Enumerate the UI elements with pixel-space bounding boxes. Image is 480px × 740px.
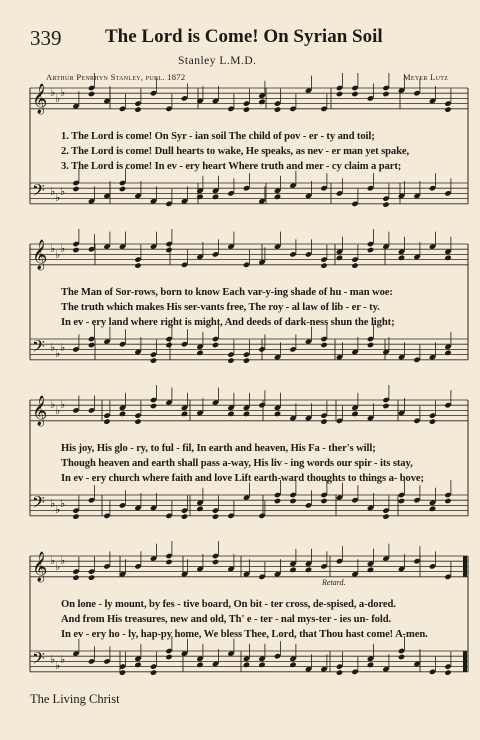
lyric-line: 3. The Lord is come! In ev - ery heart Where truth and mer - cy claim a part; [61,161,402,172]
bass-clef-icon: 𝄢 [32,648,45,672]
flat-icon: ♭ [50,86,56,99]
note-head [212,513,219,519]
note-head [320,498,327,504]
note-head [351,262,358,268]
bass-clef-icon: 𝄢 [32,492,45,516]
note-head [305,567,312,573]
flat-icon: ♭ [60,86,66,99]
note-head [351,411,358,417]
note-head [289,567,296,573]
note-head [444,106,451,112]
note-head [88,574,95,580]
flat-icon: ♭ [50,497,56,510]
note-head [243,357,250,363]
note-head [150,403,157,409]
lyric-line: 1. The Lord is come! On Syr - ian soil The child of pov - er - ty and toil; [61,131,375,142]
treble-clef-icon: 𝄞 [32,84,48,114]
page-number: 339 [30,26,62,50]
note-head [212,342,219,348]
note-head [258,662,265,668]
tune-name: Stanley L.M.D. [178,55,257,67]
note-head [196,194,203,200]
flat-icon: ♭ [55,347,61,360]
note-head [150,669,157,675]
flat-icon: ♭ [50,341,56,354]
note-head [165,247,172,253]
note-head [382,403,389,409]
flat-icon: ♭ [60,242,66,255]
bass-clef-icon: 𝄢 [32,180,45,204]
note-head [119,186,126,192]
author-credit: Arthur Penrhyn Stanley, publ. 1872 [46,72,186,82]
note-head [212,559,219,565]
note-head [72,574,79,580]
note-head [243,411,250,417]
note-head [351,91,358,97]
note-head [444,669,451,675]
note-head [444,350,451,356]
note-head [88,91,95,97]
flat-icon: ♭ [50,185,56,198]
note-head [367,247,374,253]
note-head [367,342,374,348]
composer-credit: Meyer Lutz [403,72,449,82]
flat-icon: ♭ [60,185,66,198]
note-head [429,418,436,424]
note-head [367,662,374,668]
note-head [274,194,281,200]
note-head [181,513,188,519]
flat-icon: ♭ [55,404,61,417]
note-head [336,255,343,261]
bass-clef-icon: 𝄢 [32,336,45,360]
lyric-line: The truth which makes His ser-vants free, The roy - al law of lib - er - ty. [61,302,380,313]
treble-clef-icon: 𝄞 [32,396,48,426]
note-head [444,255,451,261]
note-head [243,662,250,668]
note-head [243,106,250,112]
note-head [134,262,141,268]
flat-icon: ♭ [60,653,66,666]
flat-icon: ♭ [55,191,61,204]
note-head [196,506,203,512]
note-head [398,498,405,504]
lyric-line: The Man of Sor-rows, born to know Each var-y-ing shade of hu - man woe: [61,287,393,298]
flat-icon: ♭ [55,92,61,105]
note-head [289,498,296,504]
flat-icon: ♭ [55,659,61,672]
note-head [134,662,141,668]
note-head [165,559,172,565]
lyric-line: In ev - ery church where faith and love Lift earth-ward thoughts to things a- bove; [61,473,424,484]
note-head [181,411,188,417]
note-head [165,342,172,348]
treble-clef-icon: 𝄞 [32,552,48,582]
final-bar [463,651,467,672]
flat-icon: ♭ [55,503,61,516]
note-head [336,669,343,675]
note-head [320,418,327,424]
flat-icon: ♭ [60,341,66,354]
note-head [258,99,265,105]
note-head [320,262,327,268]
note-head [150,357,157,363]
lyric-line: And from His treasures, new and old, Th' e - ter - nal mys-ter - ies un- fold. [61,614,392,625]
note-head [289,662,296,668]
flat-icon: ♭ [60,554,66,567]
note-head [134,418,141,424]
retard-marking: Retard. [322,578,346,587]
flat-icon: ♭ [60,497,66,510]
note-head [274,106,281,112]
note-head [429,506,436,512]
hymn-title: The Lord is Come! On Syrian Soil [105,26,383,47]
note-head [196,350,203,356]
lyric-line: His joy, His glo - ry, to ful - fil, In earth and heaven, His Fa - ther's will; [61,443,376,454]
lyric-line: In ev - ery land where right is might, And deeds of dark-ness shun the light; [61,317,395,328]
note-head [72,186,79,192]
note-head [134,106,141,112]
note-head [398,255,405,261]
section-footer: The Living Christ [30,692,120,706]
flat-icon: ♭ [50,242,56,255]
note-head [398,654,405,660]
note-head [72,247,79,253]
final-bar [463,556,467,577]
note-head [274,411,281,417]
note-head [119,411,126,417]
note-head [382,201,389,207]
flat-icon: ♭ [55,560,61,573]
note-head [103,418,110,424]
flat-icon: ♭ [50,398,56,411]
note-head [88,342,95,348]
note-head [227,357,234,363]
lyric-line: On lone - ly mount, by fes - tive board, On bit - ter cross, de-spised, a-dored. [61,599,396,610]
flat-icon: ♭ [50,653,56,666]
note-head [320,342,327,348]
note-head [196,662,203,668]
note-head [367,567,374,573]
note-head [72,513,79,519]
flat-icon: ♭ [55,248,61,261]
treble-clef-icon: 𝄞 [32,240,48,270]
note-head [382,513,389,519]
flat-icon: ♭ [50,554,56,567]
flat-icon: ♭ [60,398,66,411]
lyric-line: 2. The Lord is come! Dull hearts to wake, He speaks, as nev - er man yet spake, [61,146,410,157]
note-head [212,194,219,200]
note-head [165,654,172,660]
note-head [382,91,389,97]
note-head [227,411,234,417]
lyric-line: In ev - ery ho - ly, hap-py home, We bless Thee, Lord, that Thou hast come! A-men. [61,629,428,640]
note-head [274,498,281,504]
note-head [336,91,343,97]
lyric-line: Though heaven and earth shall pass a-way, His liv - ing words our spir - its stay, [61,458,413,469]
note-head [444,498,451,504]
